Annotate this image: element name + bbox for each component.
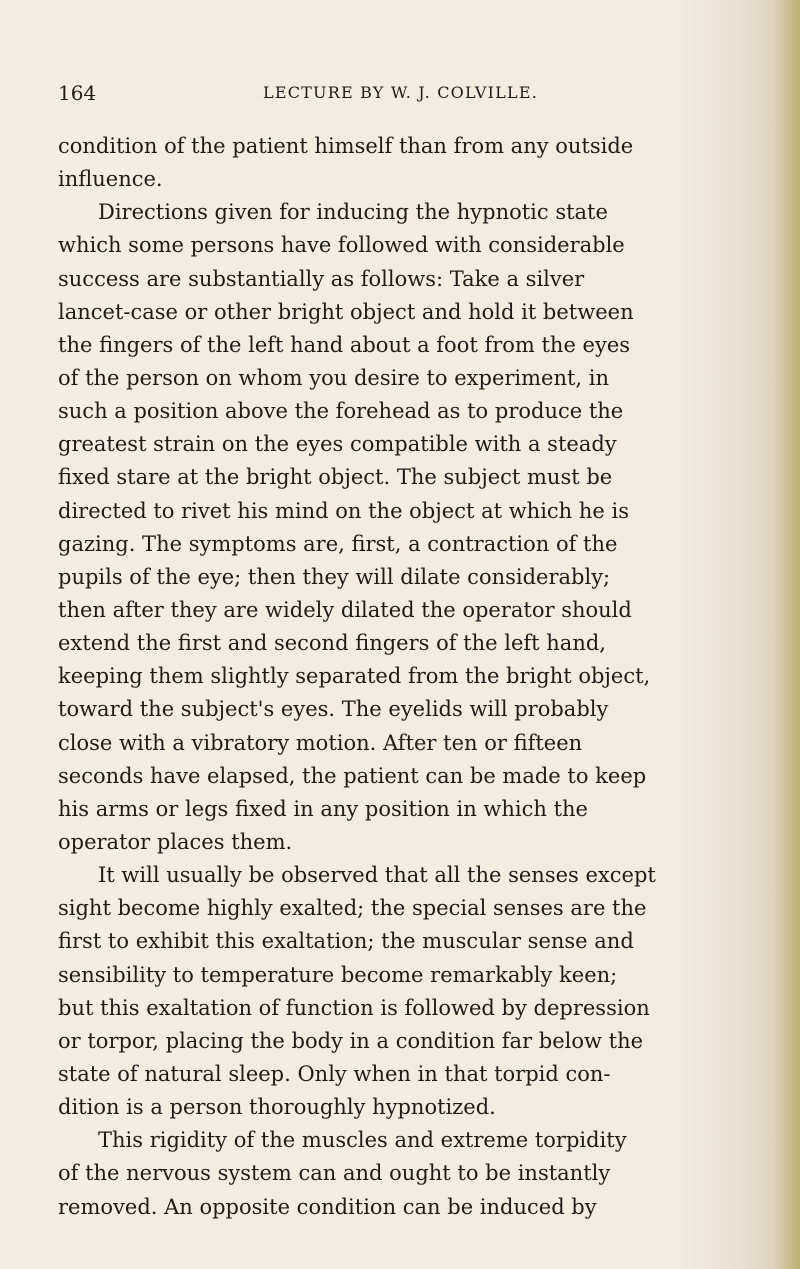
text-line: first to exhibit this exaltation; the muscular sense and — [58, 929, 634, 954]
text-line: greatest strain on the eyes compatible with a steady — [58, 432, 617, 457]
text-line: condition of the patient himself than from any outside — [58, 134, 634, 158]
page-header — [58, 78, 778, 108]
body-text — [58, 130, 780, 1224]
text-line: state of natural sleep. Only when in that torpid con- — [58, 1061, 611, 1086]
text-line: close with a vibratory motion. After ten or fifteen — [58, 730, 583, 755]
text-line: influence. — [58, 167, 163, 192]
running-head: LECTURE BY W. J. COLVILLE. — [263, 83, 538, 102]
paragraph-start: Directions given for inducing the hypnotic state — [98, 200, 608, 225]
paragraph-start: This rigidity of the muscles and extreme torpidity — [98, 1128, 627, 1153]
text-line: but this exaltation of function is followed by depression — [58, 995, 650, 1020]
text-line: pupils of the eye; then they will dilate considerably; — [58, 564, 611, 589]
text-line: then after they are widely dilated the operator should — [58, 597, 632, 622]
text-line: toward the subject's eyes. The eyelids will probably — [58, 697, 609, 722]
paragraph-start: It will usually be observed that all the senses except — [98, 863, 656, 888]
text-line: of the person on whom you desire to experiment, in — [58, 365, 610, 390]
text-line: removed. An opposite condition can be induced by — [58, 1194, 597, 1219]
text-line: such a position above the forehead as to produce the — [58, 399, 624, 424]
text-line: fixed stare at the bright object. The subject must be — [58, 465, 613, 490]
text-line: extend the first and second fingers of the left hand, — [58, 631, 606, 656]
text-line: his arms or legs fixed in any position in which the — [58, 796, 588, 821]
text-line: dition is a person thoroughly hypnotized. — [58, 1095, 496, 1120]
text-line: the fingers of the left hand about a foot from the eyes — [58, 332, 631, 357]
text-line: operator places them. — [58, 829, 293, 854]
text-line: directed to rivet his mind on the object at which he is — [58, 498, 629, 523]
text-line: which some persons have followed with considerable — [58, 233, 625, 258]
text-line: sight become highly exalted; the special senses are the — [58, 896, 647, 921]
text-line: keeping them slightly separated from the bright object, — [58, 664, 651, 689]
text-line: gazing. The symptoms are, first, a contraction of the — [58, 531, 618, 556]
text-line: or torpor, placing the body in a condition far below the — [58, 1028, 644, 1053]
text-line: lancet-case or other bright object and hold it between — [58, 299, 634, 324]
text-line: of the nervous system can and ought to be instantly — [58, 1161, 611, 1186]
text-line: sensibility to temperature become remarkably keen; — [58, 962, 618, 987]
page-number: 164 — [58, 81, 97, 105]
text-line: success are substantially as follows: Take a silver — [58, 266, 585, 291]
text-line: seconds have elapsed, the patient can be made to keep — [58, 763, 647, 788]
